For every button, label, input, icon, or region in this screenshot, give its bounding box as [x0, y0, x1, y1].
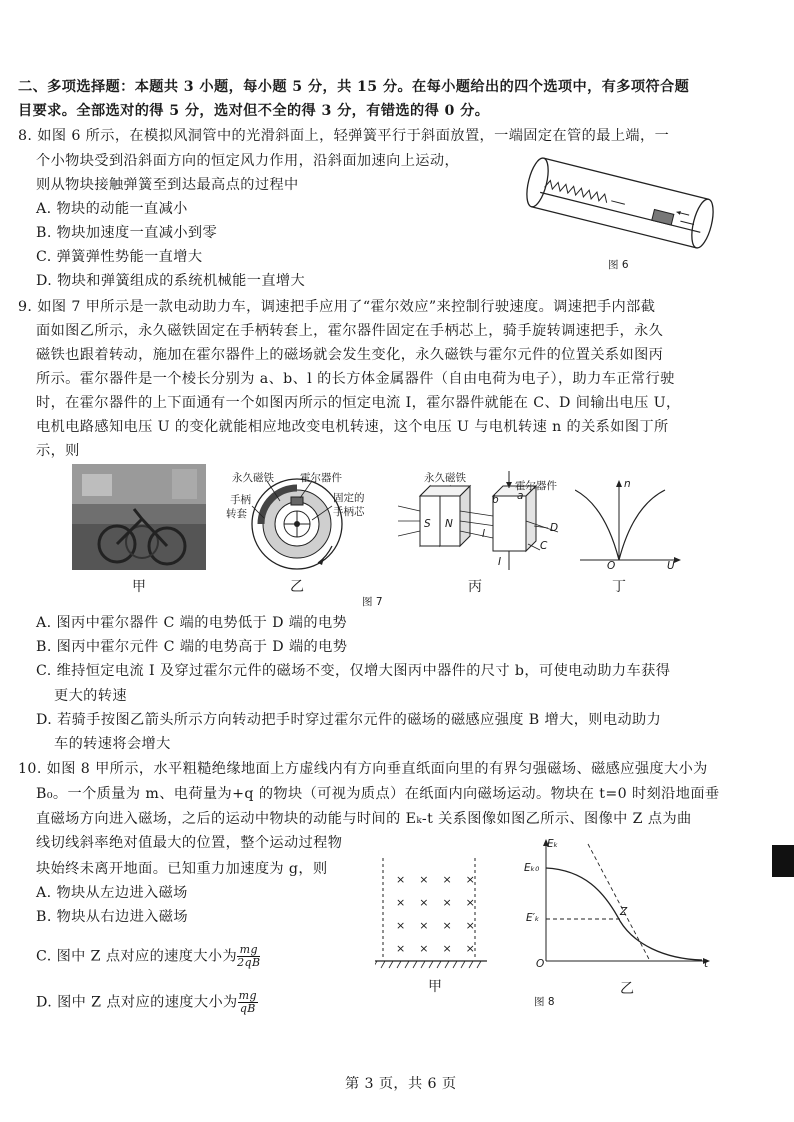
figure-7-bing-current-label: I — [498, 556, 502, 568]
field-cross: × — [465, 873, 475, 886]
scan-registration-mark — [772, 845, 794, 877]
q9-option-d-line1: D. 若骑手按图乙箭头所示方向转动把手时穿过霍尔元件的磁场的磁感应强度 B 增大，则电动助力 — [36, 712, 662, 728]
figure-7-ding-origin: O — [607, 560, 616, 572]
figure-7-ding-u-axis: U — [667, 560, 675, 572]
figure-7-jia-bike-photo — [72, 464, 206, 570]
figure-7-bing-hall-label: 霍尔器件 — [515, 480, 557, 492]
figure-7-yi-core-label-2: 手柄芯 — [333, 506, 365, 518]
figure-8-origin: O — [536, 958, 545, 970]
figure-8-t-axis: t — [704, 958, 709, 970]
section-heading-line2: 目要求。全部选对的得 5 分，选对但不全的得 3 分，有错选的得 0 分。 — [18, 103, 490, 119]
q9-option-c-line2: 更大的转速 — [54, 688, 127, 704]
figure-6-wind-tunnel — [515, 148, 725, 253]
q10-line3: 直磁场方向进入磁场，之后的运动中物块的动能与时间的 Eₖ-t 关系图像如图乙所示、图像中 Z 点为曲 — [36, 811, 692, 827]
field-cross: × — [396, 873, 406, 886]
figure-7-ding-label: 丁 — [612, 579, 626, 595]
q10-option-c — [36, 944, 260, 969]
q9-line3: 磁铁也跟着转动，施加在霍尔器件上的磁场就会发生变化，永久磁铁与霍尔元件的位置关系如图丙 — [36, 347, 664, 363]
q10-line4: 线切线斜率绝对值最大的位置，整个运动过程物 — [36, 835, 343, 851]
figure-8-caption: 图 8 — [534, 996, 555, 1008]
q9-line6: 电机电路感知电压 U 的变化就能相应地改变电机转速，这个电压 U 与电机转速 n 的关系如图丁所 — [36, 419, 669, 435]
q9-line1: 9. 如图 7 甲所示是一款电动助力车，调速把手应用了“霍尔效应”来控制行驶速度。调速把手内部截 — [18, 299, 656, 315]
field-cross: × — [419, 919, 429, 932]
q10-option-d-text: D. 图中 Z 点对应的速度大小为 — [36, 994, 238, 1011]
figure-8-ek-axis: Eₖ — [547, 838, 559, 850]
q8-option-b: B. 物块加速度一直减小到零 — [36, 225, 218, 241]
q10-line2: B₀。一个质量为 m、电荷量为+q 的物块（可视为质点）在纸面内向磁场运动。物块在 t=0 时刻沿地面垂 — [36, 786, 720, 802]
figure-7-yi-hall-label: 霍尔器件 — [300, 472, 342, 484]
figure-7-yi-magnet-label: 永久磁铁 — [232, 472, 274, 484]
field-cross: × — [396, 942, 406, 955]
q9-option-b: B. 图丙中霍尔元件 C 端的电势高于 D 端的电势 — [36, 639, 348, 655]
q10-option-c-fraction — [237, 944, 260, 969]
q9-option-a: A. 图丙中霍尔器件 C 端的电势低于 D 端的电势 — [36, 615, 348, 631]
figure-7-bing-d-label: D — [550, 522, 559, 534]
field-cross: × — [419, 873, 429, 886]
figure-7-bing-s-pole: S — [424, 518, 431, 530]
q10-option-c-numerator: mg — [237, 944, 260, 957]
figure-7-bing-l-label: l — [482, 528, 485, 540]
q9-option-c-line1: C. 维持恒定电流 I 及穿过霍尔元件的磁场不变，仅增大图丙中器件的尺寸 b，可使电动助力车获得 — [36, 663, 671, 679]
field-cross: × — [465, 942, 475, 955]
q10-option-d — [36, 990, 258, 1015]
q10-option-a: A. 物块从左边进入磁场 — [36, 885, 188, 901]
figure-6-caption: 图 6 — [608, 259, 629, 271]
q10-option-d-fraction — [238, 990, 258, 1015]
figure-8-field-crosses — [396, 868, 475, 960]
q9-option-d-line2: 车的转速将会增大 — [54, 736, 171, 752]
field-cross: × — [465, 919, 475, 932]
field-cross: × — [419, 896, 429, 909]
figure-8-ek0-label: Eₖ₀ — [524, 862, 540, 874]
field-cross: × — [442, 919, 452, 932]
field-cross: × — [442, 942, 452, 955]
q8-line1: 8. 如图 6 所示，在模拟风洞管中的光滑斜面上，轻弹簧平行于斜面放置，一端固定在管的最上端，一 — [18, 128, 670, 144]
q10-option-b: B. 物块从右边进入磁场 — [36, 909, 188, 925]
figure-8-yi-label: 乙 — [620, 981, 634, 997]
q10-option-c-text: C. 图中 Z 点对应的速度大小为 — [36, 948, 238, 965]
q9-line2: 面如图乙所示，永久磁铁固定在手柄转套上，霍尔器件固定在手柄芯上，骑手旋转调速把手，永久 — [36, 323, 664, 339]
q10-line5: 块始终未离开地面。已知重力加速度为 g，则 — [36, 861, 328, 877]
field-cross: × — [396, 896, 406, 909]
figure-7-bing-n-pole: N — [445, 518, 453, 530]
figure-7-yi-label: 乙 — [290, 579, 304, 595]
figure-7-bing-b-label: b — [492, 494, 499, 506]
section-heading-line1: 二、多项选择题：本题共 3 小题，每小题 5 分，共 15 分。在每小题给出的四个选项中，有多项符合题 — [18, 79, 690, 95]
figure-7-bing-a-label: a — [517, 490, 524, 502]
q10-line1: 10. 如图 8 甲所示，水平粗糙绝缘地面上方虚线内有方向垂直纸面向里的有界匀强磁场、磁感应强度大小为 — [18, 761, 708, 777]
figure-8-jia-label: 甲 — [428, 979, 442, 995]
page-footer: 第 3 页，共 6 页 — [345, 1076, 457, 1092]
field-cross: × — [442, 896, 452, 909]
figure-7-yi-sleeve-label-1: 手柄 — [230, 494, 251, 506]
figure-8-yi-ek-t-graph — [524, 836, 714, 971]
field-cross: × — [442, 873, 452, 886]
field-cross: × — [419, 942, 429, 955]
q9-line4: 所示。霍尔器件是一个棱长分别为 a、b、l 的长方体金属器件（自由电荷为电子），助力车正常行驶 — [36, 371, 675, 387]
figure-7-yi-core-label-1: 固定的 — [333, 492, 365, 504]
field-cross: × — [465, 896, 475, 909]
q8-option-d: D. 物块和弹簧组成的系统机械能一直增大 — [36, 273, 306, 289]
figure-7-jia-label: 甲 — [132, 579, 146, 595]
figure-8-z-point: Z — [620, 906, 628, 918]
figure-7-ding-n-axis: n — [624, 478, 631, 490]
figure-7-ding-n-u-graph — [575, 476, 685, 572]
q9-line5: 时，在霍尔器件的上下面通有一个如图丙所示的恒定电流 I，霍尔器件就能在 C、D 间输出电压 U， — [36, 395, 681, 411]
figure-7-yi-sleeve-label-2: 转套 — [226, 508, 247, 520]
q8-line2: 个小物块受到沿斜面方向的恒定风力作用，沿斜面加速向上运动， — [36, 153, 460, 169]
q8-option-a: A. 物块的动能一直减小 — [36, 201, 188, 217]
figure-7-bing-label: 丙 — [468, 579, 482, 595]
q8-option-c: C. 弹簧弹性势能一直增大 — [36, 249, 203, 265]
field-cross: × — [396, 919, 406, 932]
figure-7-bing-c-label: C — [540, 540, 548, 552]
q10-option-d-numerator: mg — [238, 989, 257, 1002]
figure-8-ek1-label: E′ₖ — [526, 912, 540, 924]
q10-option-d-denominator: qB — [239, 1002, 256, 1015]
q9-line7: 示，则 — [36, 443, 80, 459]
figure-7-caption: 图 7 — [362, 596, 383, 608]
q10-option-c-denominator: 2qB — [237, 956, 261, 969]
figure-7-bing-magnet-label: 永久磁铁 — [424, 472, 466, 484]
q8-line3: 则从物块接触弹簧至到达最高点的过程中 — [36, 177, 299, 193]
